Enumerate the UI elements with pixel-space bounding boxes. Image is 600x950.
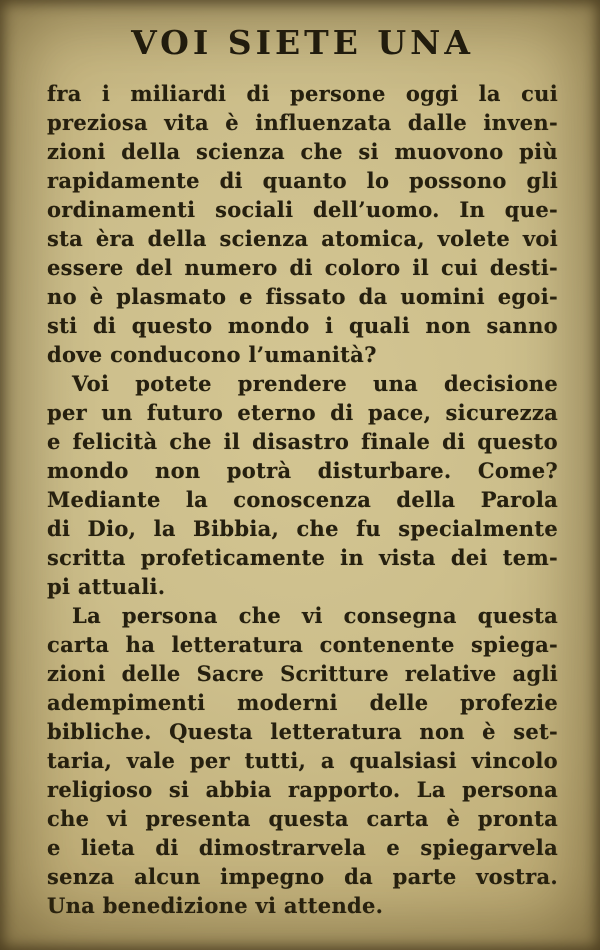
- text-line: fra i miliardi di persone oggi la cui: [47, 80, 558, 106]
- text-line: Mediante la conoscenza della Parola: [47, 486, 558, 512]
- text-line: rapidamente di quanto lo possono gli: [47, 167, 558, 193]
- text-line: e lieta di dimostrarvela e spiegarvela: [47, 834, 558, 860]
- text-line: ordinamenti sociali dell’uomo. In que-: [47, 196, 558, 222]
- text-line: senza alcun impegno da parte vostra.: [47, 863, 558, 889]
- paragraph: [47, 79, 558, 369]
- text-line: carta ha letteratura contenente spiega-: [47, 631, 558, 657]
- text-line: di Dio, la Bibbia, che fu specialmente: [47, 515, 558, 541]
- text-line: religioso si abbia rapporto. La persona: [47, 776, 558, 802]
- text-line: dove conducono l’umanità?: [47, 341, 377, 367]
- page-title: VOI SIETE UNA: [131, 23, 474, 62]
- text-line: mondo non potrà disturbare. Come?: [47, 457, 558, 483]
- text-line: per un futuro eterno di pace, sicurezza: [47, 399, 558, 425]
- card-content: [47, 24, 558, 920]
- text-line: essere del numero di coloro il cui desti-: [47, 254, 558, 280]
- text-line: Voi potete prendere una decisione: [72, 370, 558, 396]
- text-line: e felicità che il disastro finale di questo: [47, 428, 558, 454]
- paragraph: [47, 601, 558, 920]
- text-line: zioni delle Sacre Scritture relative agli: [47, 660, 558, 686]
- text-line: Una benedizione vi attende.: [47, 892, 384, 918]
- body-text: [47, 79, 558, 920]
- text-line: pi attuali.: [47, 573, 166, 599]
- text-line: scritta profeticamente in vista dei tem-: [47, 544, 558, 570]
- text-line: sta èra della scienza atomica, volete voi: [47, 225, 558, 251]
- paragraph: [47, 369, 558, 601]
- text-line: no è plasmato e fissato da uomini egoi-: [47, 283, 558, 309]
- text-line: che vi presenta questa carta è pronta: [47, 805, 558, 831]
- text-line: taria, vale per tutti, a qualsiasi vincolo: [47, 747, 558, 773]
- text-line: adempimenti moderni delle profezie: [47, 689, 558, 715]
- text-line: preziosa vita è influenzata dalle inven-: [47, 109, 558, 135]
- text-line: bibliche. Questa letteratura non è set-: [47, 718, 558, 744]
- text-line: zioni della scienza che si muovono più: [47, 138, 558, 164]
- text-line: sti di questo mondo i quali non sanno: [47, 312, 558, 338]
- text-line: La persona che vi consegna questa: [72, 602, 558, 628]
